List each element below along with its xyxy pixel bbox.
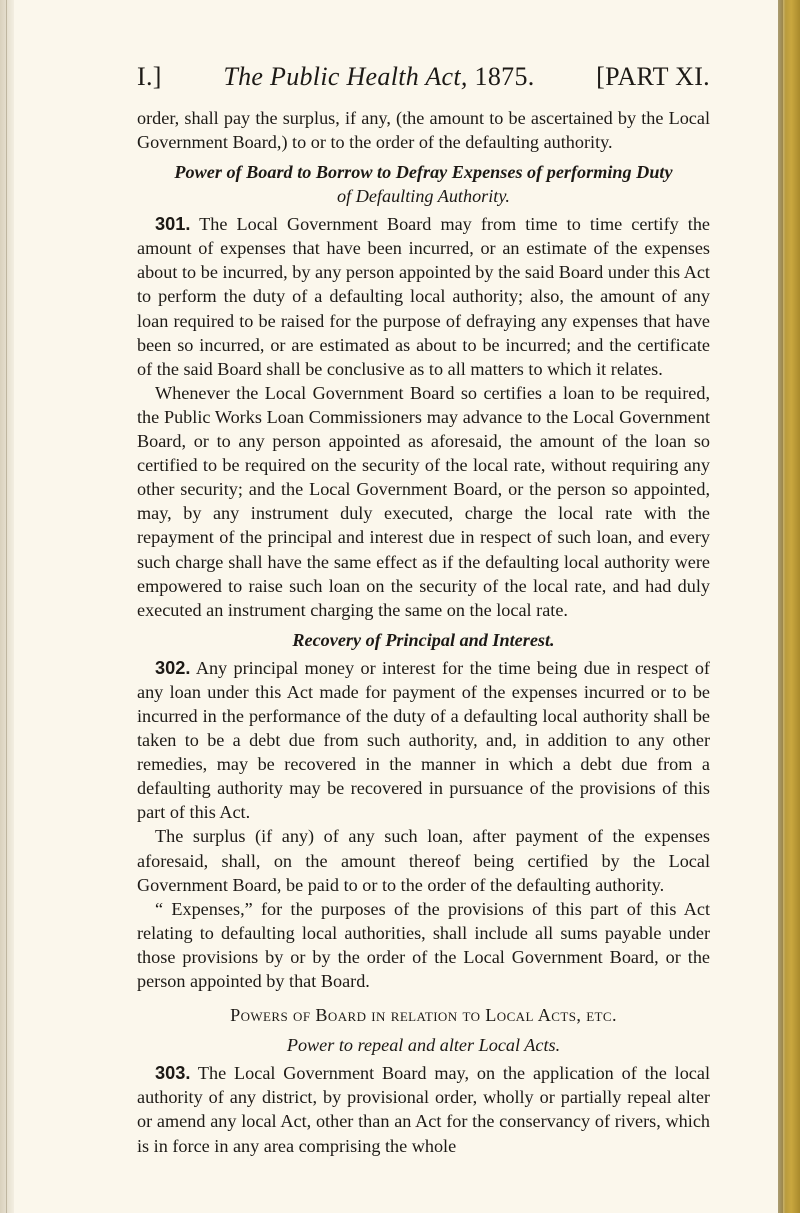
heading-power-sub: of Defaulting Authority.	[337, 186, 510, 207]
section-301	[137, 212, 710, 381]
header-year: 1875.	[474, 62, 535, 91]
header-act-title: The Public Health Act,	[223, 62, 468, 91]
section-302-text: Any principal money or interest for the time being due in respect of any loan under this Act made for payment of the expenses incurred or to be incurred in the performance of the duty of a defaulting local authority shall be taken to be a debt due from such authority, and, in addition to any other remedies, may be recovered in the manner in which a debt due from a defaulting authority may be recovered in pursuance of the provisions of this part of this Act.	[137, 657, 710, 823]
section-301-paragraph-2: Whenever the Local Government Board so certifies a loan to be required, the Public Works Loan Commissioners may advance to the Local Government Board, or to any person appointed as aforesaid, the amount of the loan so certified to be required on the security of the local rate, without requiring any other security; and the Local Government Board, or the person so appointed, may, by any instrument duly executed, charge the local rate with the repayment of the principal and interest due in respect of such loan, and every such charge shall have the same effect as if the defaulting local authority were empowered to raise such loan on the security of the local rate, and had duly executed an instrument charging the same on the local rate.	[137, 382, 710, 620]
section-302-paragraph-2: The surplus (if any) of any such loan, after payment of the expenses aforesaid, shall, on the amount thereof being certified by the Local Government Board, be paid to or to the order of the defaulting authority.	[137, 826, 710, 895]
intro-paragraph: order, shall pay the surplus, if any, (the amount to be ascertained by the Local Government Board,) to or to the order of the defaulting authority.	[137, 108, 710, 153]
heading-power-to-borrow	[137, 160, 710, 208]
section-302-number: 302.	[155, 657, 191, 678]
page-content	[137, 62, 710, 1158]
section-303-number: 303.	[155, 1063, 191, 1084]
section-302	[137, 656, 710, 825]
heading-repeal-local-acts: Power to repeal and alter Local Acts.	[286, 1035, 561, 1056]
header-title	[223, 62, 534, 92]
page-edge	[778, 0, 800, 1213]
section-302-paragraph-3: “ Expenses,” for the purposes of the provisions of this part of this Act relating to defaulting local authorities, shall include all sums payable under those provisions by or by the order of the Local Government Board, or the person appointed by that Board.	[137, 898, 710, 991]
section-301-number: 301.	[155, 214, 191, 235]
section-303	[137, 1061, 710, 1157]
heading-power-main: Power of Board to Borrow to Defray Expenses of performing Duty	[174, 162, 673, 183]
heading-recovery: Recovery of Principal and Interest.	[292, 629, 555, 650]
header-part: [PART XI.	[596, 62, 710, 91]
book-gutter	[0, 0, 14, 1213]
header-chapter: I.]	[137, 62, 162, 91]
section-303-text: The Local Government Board may, on the application of the local authority of any district, by provisional order, wholly or partially repeal alter or amend any local Act, other than an Act for the conservancy of rivers, which is in force in any area comprising the whole	[137, 1063, 710, 1156]
running-header	[137, 62, 710, 92]
section-301-text: The Local Government Board may from time to time certify the amount of expenses that have been incurred, or an estimate of the expenses about to be incurred, by any person appointed by the said Board under this Act to perform the duty of a defaulting local authority; also, the amount of any loan required to be raised for the purpose of defraying any expenses that have been so incurred, or are estimated as about to be incurred; and the certificate of the said Board shall be conclusive as to all matters to which it relates.	[137, 214, 711, 379]
heading-powers-of-board: Powers of Board in relation to Local Acts, etc.	[230, 1005, 617, 1026]
